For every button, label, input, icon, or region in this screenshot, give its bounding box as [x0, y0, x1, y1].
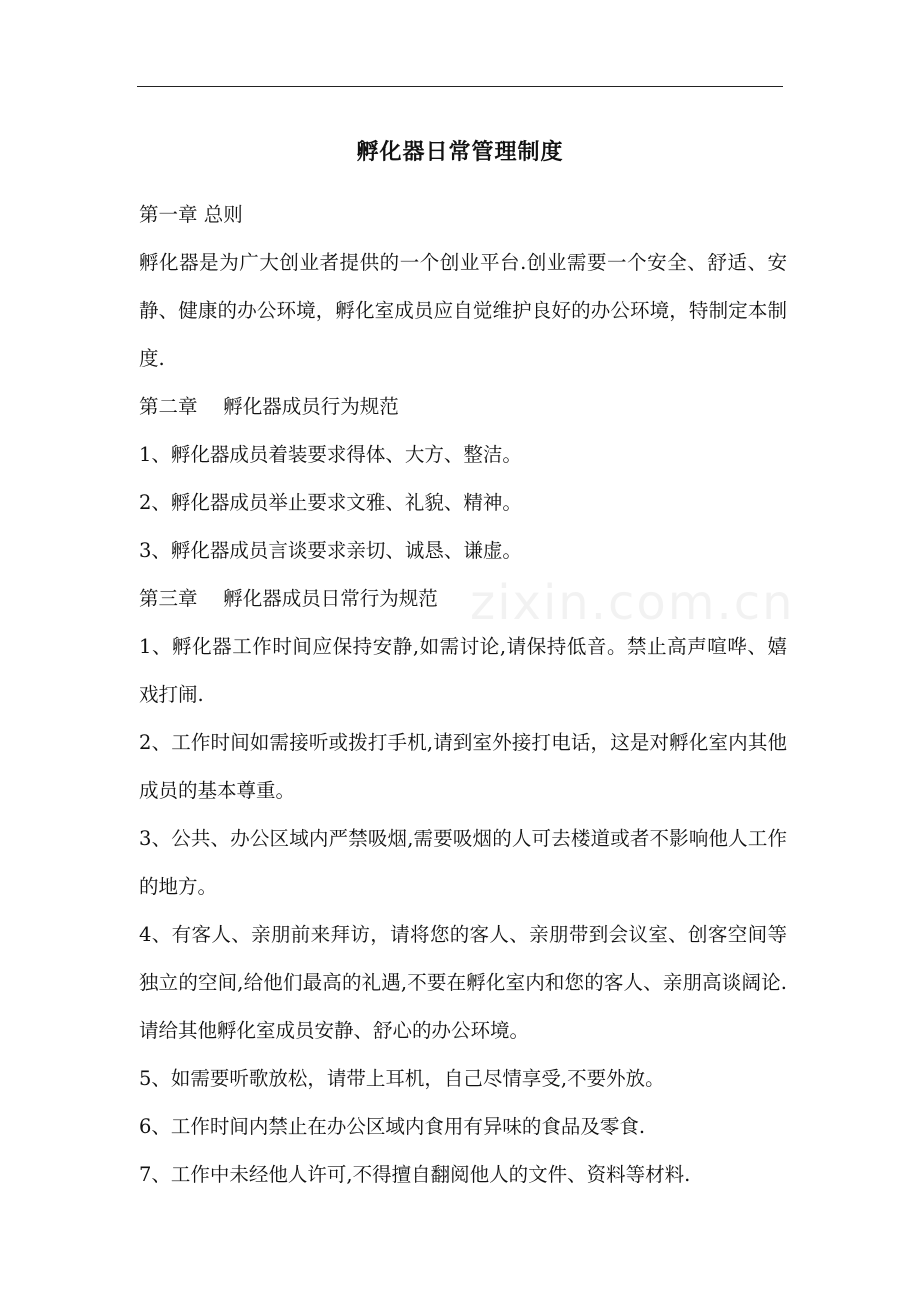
chapter-3-item-3: 3、公共、办公区域内严禁吸烟,需要吸烟的人可去楼道或者不影响他人工作的地方。 — [139, 827, 787, 898]
chapter-1-heading: 第一章 总则 — [139, 203, 243, 226]
chapter-2-item-2: 2、孵化器成员举止要求文雅、礼貌、精神。 — [139, 491, 522, 514]
chapter-3-item-4: 4、有客人、亲朋前来拜访，请将您的客人、亲朋带到会议室、创客空间等独立的空间,给他们最高的礼遇,不要在孵化室内和您的客人、亲朋高谈阔论.请给其他孵化室成员安静、舒心的办公环境。 — [139, 923, 787, 1042]
chapter-3-item-5: 5、如需要听歌放松，请带上耳机，自己尽情享受,不要外放。 — [139, 1067, 665, 1090]
chapter-3-item-7: 7、工作中未经他人许可,不得擅自翻阅他人的文件、资料等材料. — [139, 1163, 691, 1186]
chapter-2-item-1: 1、孵化器成员着装要求得体、大方、整洁。 — [139, 443, 522, 466]
chapter-2-item-3: 3、孵化器成员言谈要求亲切、诚恳、谦虚。 — [139, 539, 522, 562]
intro-paragraph: 孵化器是为广大创业者提供的一个创业平台.创业需要一个安全、舒适、安静、健康的办公环境，孵化室成员应自觉维护良好的办公环境，特制定本制度. — [139, 251, 787, 370]
chapter-3-item-6: 6、工作时间内禁止在办公区域内食用有异味的食品及零食. — [139, 1115, 646, 1138]
chapter-3-heading: 第三章 孵化器成员日常行为规范 — [139, 587, 438, 610]
chapter-3-item-2: 2、工作时间如需接听或拨打手机,请到室外接打电话，这是对孵化室内其他成员的基本尊重。 — [139, 731, 787, 802]
chapter-2-heading: 第二章 孵化器成员行为规范 — [139, 395, 399, 418]
page-title: 孵化器日常管理制度 — [356, 140, 564, 165]
chapter-3-item-1: 1、孵化器工作时间应保持安静,如需讨论,请保持低音。禁止高声喧哗、嬉戏打闹. — [139, 635, 787, 706]
watermark: zixin.com.cn — [470, 575, 795, 631]
header-rule — [137, 86, 783, 87]
document-body — [139, 191, 787, 1199]
